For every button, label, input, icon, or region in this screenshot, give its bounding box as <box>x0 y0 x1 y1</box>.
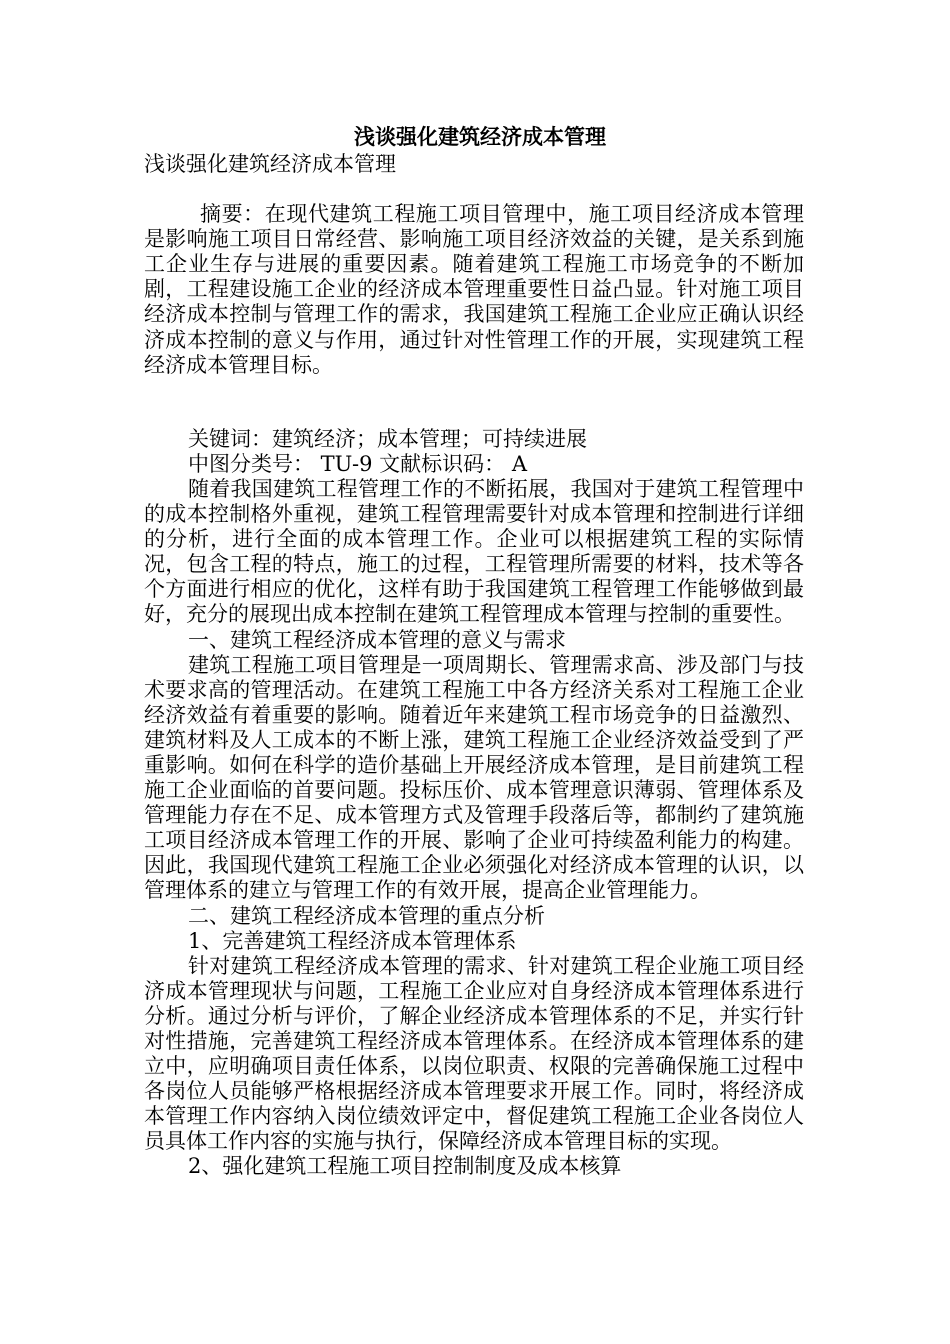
keywords-line: 关键词：建筑经济；成本管理；可持续进展 <box>188 426 587 451</box>
abstract-paragraph: 摘要：在现代建筑工程施工项目管理中，施工项目经济成本管理是影响施工项目日常经营、影响施工项目经济效益的关键，是关系到施工企业生存与进展的重要因素。随着建筑工程施工市场竞争的不断加剧，工程建设施工企业的经济成本管理重要性日益凸显。针对施工项目经济成本控制与管理工作的需求，我国建筑工程施工企业应正确认识经济成本控制的意义与作用，通过针对性管理工作的开展，实现建筑工程经济成本管理目标。 <box>144 202 804 377</box>
section-heading: 一、建筑工程经济成本管理的意义与需求 <box>188 627 566 652</box>
document-subtitle: 浅谈强化建筑经济成本管理 <box>144 152 396 176</box>
blank-line <box>144 378 804 403</box>
document-page <box>144 118 804 1180</box>
subsection-heading: 1、完善建筑工程经济成本管理体系 <box>188 928 517 953</box>
document-title: 浅谈强化建筑经济成本管理 <box>354 124 606 149</box>
blank-line <box>144 403 804 427</box>
section-heading: 二、建筑工程经济成本管理的重点分析 <box>188 903 545 928</box>
body-paragraph: 随着我国建筑工程管理工作的不断拓展，我国对于建筑工程管理中的成本控制格外重视，建筑工程管理需要针对成本管理和控制进行详细的分析，进行全面的成本管理工作。企业可以根据建筑工程的实际情况，包含工程的特点，施工的过程，工程管理所需要的材料，技术等各个方面进行相应的优化，这样有助于我国建筑工程管理工作能够做到最好，充分的展现出成本控制在建筑工程管理成本管理与控制的重要性。 <box>144 476 804 627</box>
subsection-heading: 2、强化建筑工程施工项目控制制度及成本核算 <box>188 1154 622 1179</box>
body-paragraph: 针对建筑工程经济成本管理的需求、针对建筑工程企业施工项目经济成本管理现状与问题，工程施工企业应对自身经济成本管理体系进行分析。通过分析与评价，了解企业经济成本管理体系的不足，并实行针对性措施，完善建筑工程经济成本管理体系。在经济成本管理体系的建立中，应明确项目责任体系，以岗位职责、权限的完善确保施工过程中各岗位人员能够严格根据经济成本管理要求开展工作。同时，将经济成本管理工作内容纳入岗位绩效评定中，督促建筑工程施工企业各岗位人员具体工作内容的实施与执行，保障经济成本管理目标的实现。 <box>144 953 804 1154</box>
blank-line <box>144 177 804 202</box>
classification-line: 中图分类号： TU-9 文献标识码： A <box>188 451 527 476</box>
body-paragraph: 建筑工程施工项目管理是一项周期长、管理需求高、涉及部门与技术要求高的管理活动。在建筑工程施工中各方经济关系对工程施工企业经济效益有着重要的影响。随着近年来建筑工程市场竞争的日益激烈、建筑材料及人工成本的不断上涨，建筑工程施工企业经济效益受到了严重影响。如何在科学的造价基础上开展经济成本管理，是目前建筑工程施工企业面临的首要问题。投标压价、成本管理意识薄弱、管理体系及管理能力存在不足、成本管理方式及管理手段落后等，都制约了建筑施工项目经济成本管理工作的开展、影响了企业可持续盈利能力的构建。因此，我国现代建筑工程施工企业必须强化对经济成本管理的认识，以管理体系的建立与管理工作的有效开展，提高企业管理能力。 <box>144 652 804 903</box>
